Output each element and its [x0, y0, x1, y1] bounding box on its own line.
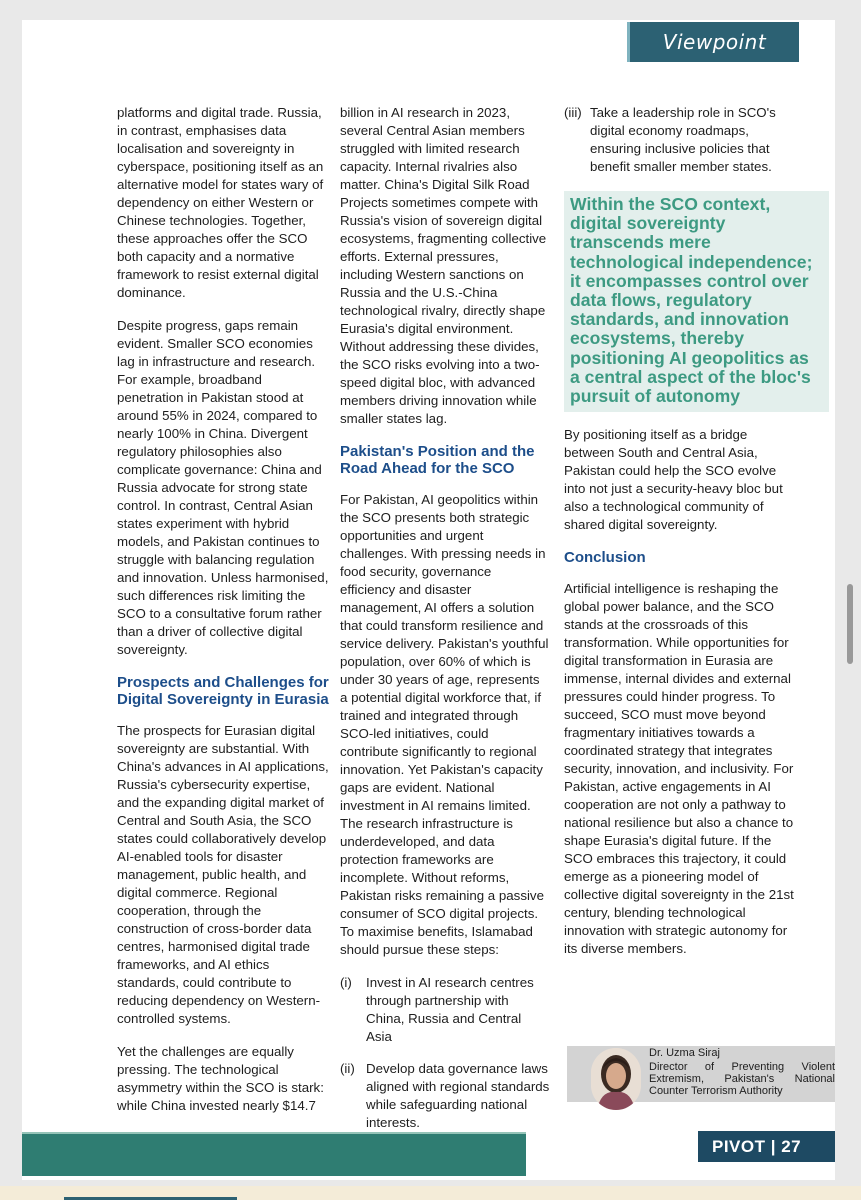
author-title: Director of Preventing Violent Extremism, Pakistan's National Counter Terrorism Authority — [649, 1061, 835, 1097]
list-number: (ii) — [340, 1061, 355, 1076]
column-1 — [117, 104, 329, 1130]
scrollbar-thumb[interactable] — [847, 584, 853, 664]
footer-band — [22, 1134, 526, 1176]
page-number-label: PIVOT | 27 — [698, 1131, 835, 1162]
list-item — [564, 104, 799, 176]
column-3 — [564, 104, 813, 973]
paragraph: Yet the challenges are equally pressing. The technological asymmetry within the SCO is stark: while China invested nearly $14.7 — [117, 1044, 324, 1113]
author-photo-icon — [591, 1048, 641, 1110]
list-text: Develop data governance laws aligned with regional standards while safeguarding national interests. — [366, 1061, 550, 1130]
author-name: Dr. Uzma Siraj — [649, 1047, 720, 1059]
paragraph: By positioning itself as a bridge between South and Central Asia, Pakistan could help the SCO evolve into not just a security-heavy bloc but also a technological community of shared digital sovereignty. — [564, 427, 783, 533]
pull-quote: Within the SCO context, digital sovereignty transcends mere technological independence; it encompasses control over data flows, regulatory standards, and innovation ecosystems, thereby positioning AI geopolitics as a central aspect of the bloc's pursuit of autonomy — [564, 191, 829, 412]
steps-list-continued — [564, 104, 799, 176]
paragraph: For Pakistan, AI geopolitics within the SCO presents both strategic opportunities and urgent challenges. With pressing needs in food security, governance efficiency and disaster management, AI offers a solution that could transform resilience and service delivery. Pakistan's youthful population, over 60% of which is under 30 years of age, represents a potential digital workforce that, if trained and integrated through SCO-led initiatives, could contribute significantly to regional innovation. Yet Pakistan's capacity gaps are evident. National investment in AI remains limited. The research infrastructure is underdeveloped, and data protection frameworks are incomplete. Without reforms, Pakistan risks remaining a passive consumer of SCO digital projects. To maximise benefits, Islamabad should pursue these steps: — [340, 492, 549, 957]
paragraph: The prospects for Eurasian digital sovereignty are substantial. With China's advances in AI applications, Russia's cybersecurity expertise, and the expanding digital market of Central and South Asia, the SCO states could collaboratively develop AI-enabled tools for disaster management, public health, and digital commerce. Regional cooperation, through the construction of cross-border data centres, harmonised digital trade frameworks, and AI ethics standards, could contribute to reducing dependency on Western-controlled systems. — [117, 723, 329, 1026]
section-heading: Conclusion — [564, 549, 646, 567]
author-block — [567, 1046, 835, 1124]
paragraph: Artificial intelligence is reshaping the global power balance, and the SCO stands at the crossroads of this transformation. While opportunities for digital transformation in Eurasia are immense, internal divides and external pressures could hinder progress. To succeed, SCO must move beyond fragmentary initiatives towards a coordinated strategy that integrates security, innovation, and inclusivity. For Pakistan, active engagements in AI cooperation are not only a pathway to national resilience but also a chance to shape Eurasia's digital future. If the SCO embraces this trajectory, it could emerge as a pioneering model of collective digital sovereignty in the 21st century, blending technological innovation with strategic autonomy for its diverse members. — [564, 581, 794, 957]
paragraph: billion in AI research in 2023, several Central Asian members struggled with limited research capacity. Internal rivalries also matter. China's Digital Silk Road Projects sometimes compete with Russia's vision of sovereign digital ecosystems, fragmenting collective efforts. External pressures, including Western sanctions on Russia and the U.S.-China technological rivalry, directly shape Eurasia's digital environment. Without addressing these divides, the SCO risks evolving into a two-speed digital bloc, with advanced members driving innovation while smaller states lag. — [340, 105, 547, 426]
paragraph: platforms and digital trade. Russia, in contrast, emphasises data localisation and sovereignty in cyberspace, positioning itself as an alternative model for states wary of dependency on either Western or Chinese technologies. Together, these approaches offer the SCO both capacity and a normative framework to resist external digital dominance. — [117, 105, 324, 300]
list-number: (iii) — [564, 105, 582, 120]
paragraph: Despite progress, gaps remain evident. Smaller SCO economies lag in infrastructure and research. For example, broadband penetration in Pakistan stood at around 55% in 2024, compared to nearly 100% in China. Divergent regulatory philosophies also complicate governance: China and Russia advocate for strong state control. In contrast, Central Asian states experiment with hybrid models, and Pakistan continues to struggle with balancing regulation and innovation. Unless harmonised, such differences risk limiting the SCO to a consultative forum rather than a driver of collective digital sovereignty. — [117, 318, 329, 657]
list-text: Invest in AI research centres through partnership with China, Russia and Central Asia — [366, 975, 534, 1044]
magazine-page — [22, 20, 835, 1180]
list-item — [340, 974, 550, 1046]
column-2 — [340, 104, 550, 1147]
list-text: Take a leadership role in SCO's digital economy roadmaps, ensuring inclusive policies that benefit smaller member states. — [590, 105, 776, 174]
section-tab: Viewpoint — [627, 22, 799, 62]
list-item — [340, 1060, 550, 1132]
section-heading: Pakistan's Position and the Road Ahead for the SCO — [340, 443, 535, 477]
list-number: (i) — [340, 975, 352, 990]
steps-list — [340, 974, 550, 1132]
section-heading: Prospects and Challenges for Digital Sovereignty in Eurasia — [117, 674, 329, 708]
author-avatar — [591, 1048, 641, 1110]
